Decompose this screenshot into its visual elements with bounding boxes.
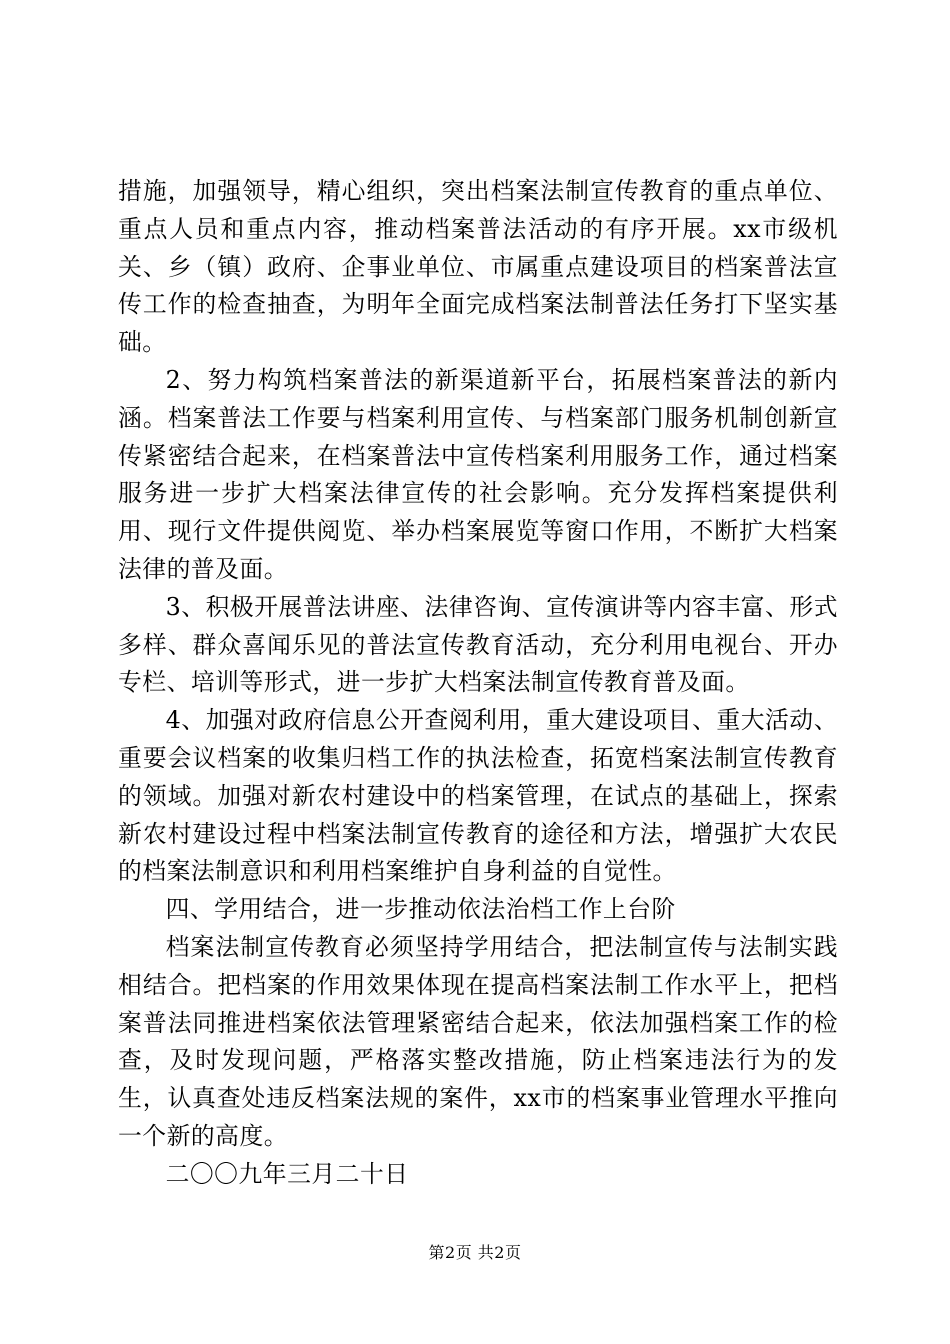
paragraph-item-3: 3、积极开展普法讲座、法律咨询、宣传演讲等内容丰富、形式多样、群众喜闻乐见的普法宣传教育活动，充分利用电视台、开办专栏、培训等形式，进一步扩大档案法制宣传教育普及面。 (118, 592, 838, 697)
section-heading-4: 四、学用结合，进一步推动依法治档工作上台阶 (165, 895, 676, 924)
paragraph-item-4: 4、加强对政府信息公开查阅利用，重大建设项目、重大活动、重要会议档案的收集归档工作的执法检查，拓宽档案法制宣传教育的领域。加强对新农村建设中的档案管理，在试点的基础上，探索新农村建设过程中档案法制宣传教育的途径和方法，增强扩大农民的档案法制意识和利用档案维护自身利益的自觉性。 (118, 706, 838, 886)
page-footer (0, 1243, 950, 1263)
document-body (118, 173, 838, 1194)
page-number-label: 第2页 共2页 (428, 1243, 522, 1262)
paragraph-section-4-body: 档案法制宣传教育必须坚持学用结合，把法制宣传与法制实践相结合。把档案的作用效果体现在提高档案法制工作水平上，把档案普法同推进档案依法管理紧密结合起来，依法加强档案工作的检查，及时发现问题，严格落实整改措施，防止档案违法行为的发生，认真查处违反档案法规的案件，xx市的档案事业管理水平推向一个新的高度。 (118, 932, 838, 1150)
document-date: 二〇〇九年三月二十日 (165, 1159, 409, 1188)
paragraph-item-2: 2、努力构筑档案普法的新渠道新平台，拓展档案普法的新内涵。档案普法工作要与档案利用宣传、与档案部门服务机制创新宣传紧密结合起来，在档案普法中宣传档案利用服务工作，通过档案服务进一步扩大档案法律宣传的社会影响。充分发挥档案提供利用、现行文件提供阅览、举办档案展览等窗口作用，不断扩大档案法律的普及面。 (118, 365, 838, 583)
paragraph-measures-continuation: 措施，加强领导，精心组织，突出档案法制宣传教育的重点单位、重点人员和重点内容，推动档案普法活动的有序开展。xx市级机关、乡（镇）政府、企事业单位、市属重点建设项目的档案普法宣传工作的检查抽查，为明年全面完成档案法制普法任务打下坚实基础。 (118, 177, 838, 357)
